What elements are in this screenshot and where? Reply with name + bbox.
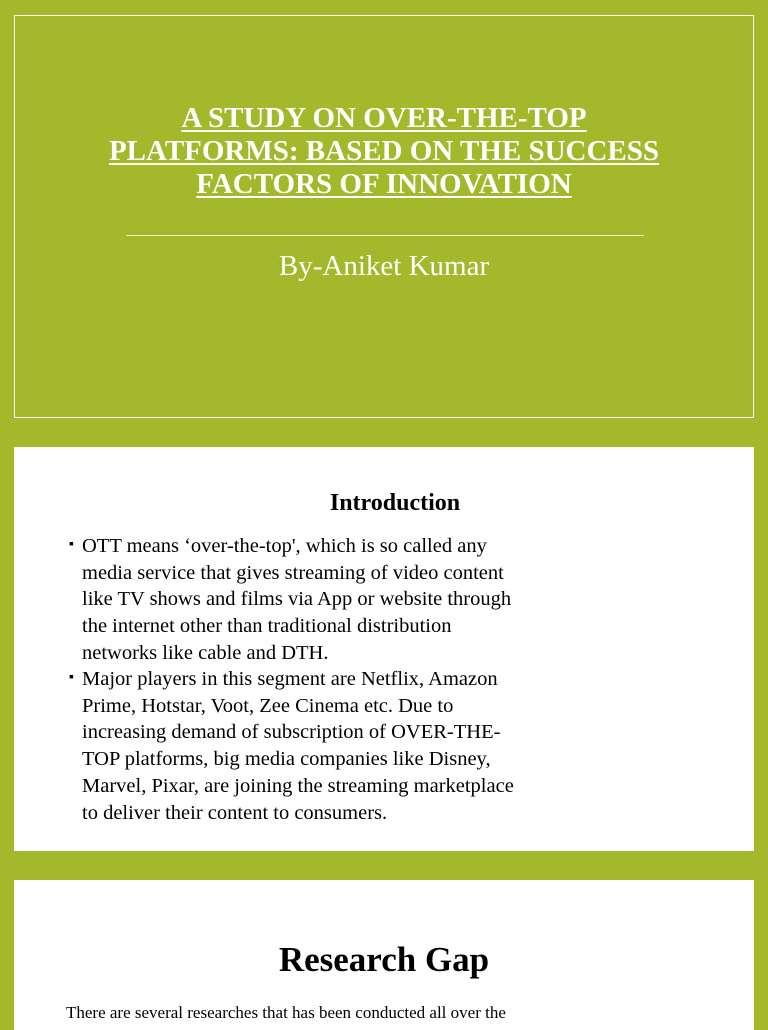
bullet-line: media service that gives streaming of video content (82, 561, 504, 584)
bullet-line: OTT means ‘over-the-top', which is so called any (82, 535, 487, 557)
title-line: A STUDY ON OVER-THE-TOP (181, 102, 587, 134)
title-divider (126, 235, 644, 236)
research-paragraph: There are several researches that has been conducted all over the (66, 1003, 506, 1022)
presentation-title (15, 102, 753, 201)
slide-heading: Research Gap (278, 940, 490, 979)
bullet-line: TOP platforms, big media companies like Disney, (82, 748, 491, 771)
bullet-marker-icon: ▪ (69, 537, 74, 552)
bullet-line: like TV shows and films via App or website through (82, 588, 512, 611)
title-slide (14, 15, 754, 418)
introduction-slide (14, 447, 754, 851)
bullet-item (69, 666, 514, 826)
author-byline: By-Aniket Kumar (278, 250, 490, 282)
bullet-line: networks like cable and DTH. (82, 641, 329, 664)
bullet-marker-icon: ▪ (69, 670, 74, 685)
bullet-line: to deliver their content to consumers. (82, 801, 388, 824)
slide-heading: Introduction (329, 490, 461, 516)
title-line: PLATFORMS: BASED ON THE SUCCESS (108, 135, 660, 167)
bullet-line: the internet other than traditional distribution (82, 615, 452, 638)
bullet-line: increasing demand of subscription of OVER-THE- (82, 721, 501, 744)
bullet-line: Marvel, Pixar, are joining the streaming marketplace (82, 774, 514, 797)
research-gap-slide (14, 880, 754, 1030)
bullet-item (69, 533, 512, 667)
bullet-line: Major players in this segment are Netflix, Amazon (82, 668, 498, 690)
title-line: FACTORS OF INNOVATION (196, 168, 572, 200)
bullet-line: Prime, Hotstar, Voot, Zee Cinema etc. Due to (82, 694, 454, 717)
